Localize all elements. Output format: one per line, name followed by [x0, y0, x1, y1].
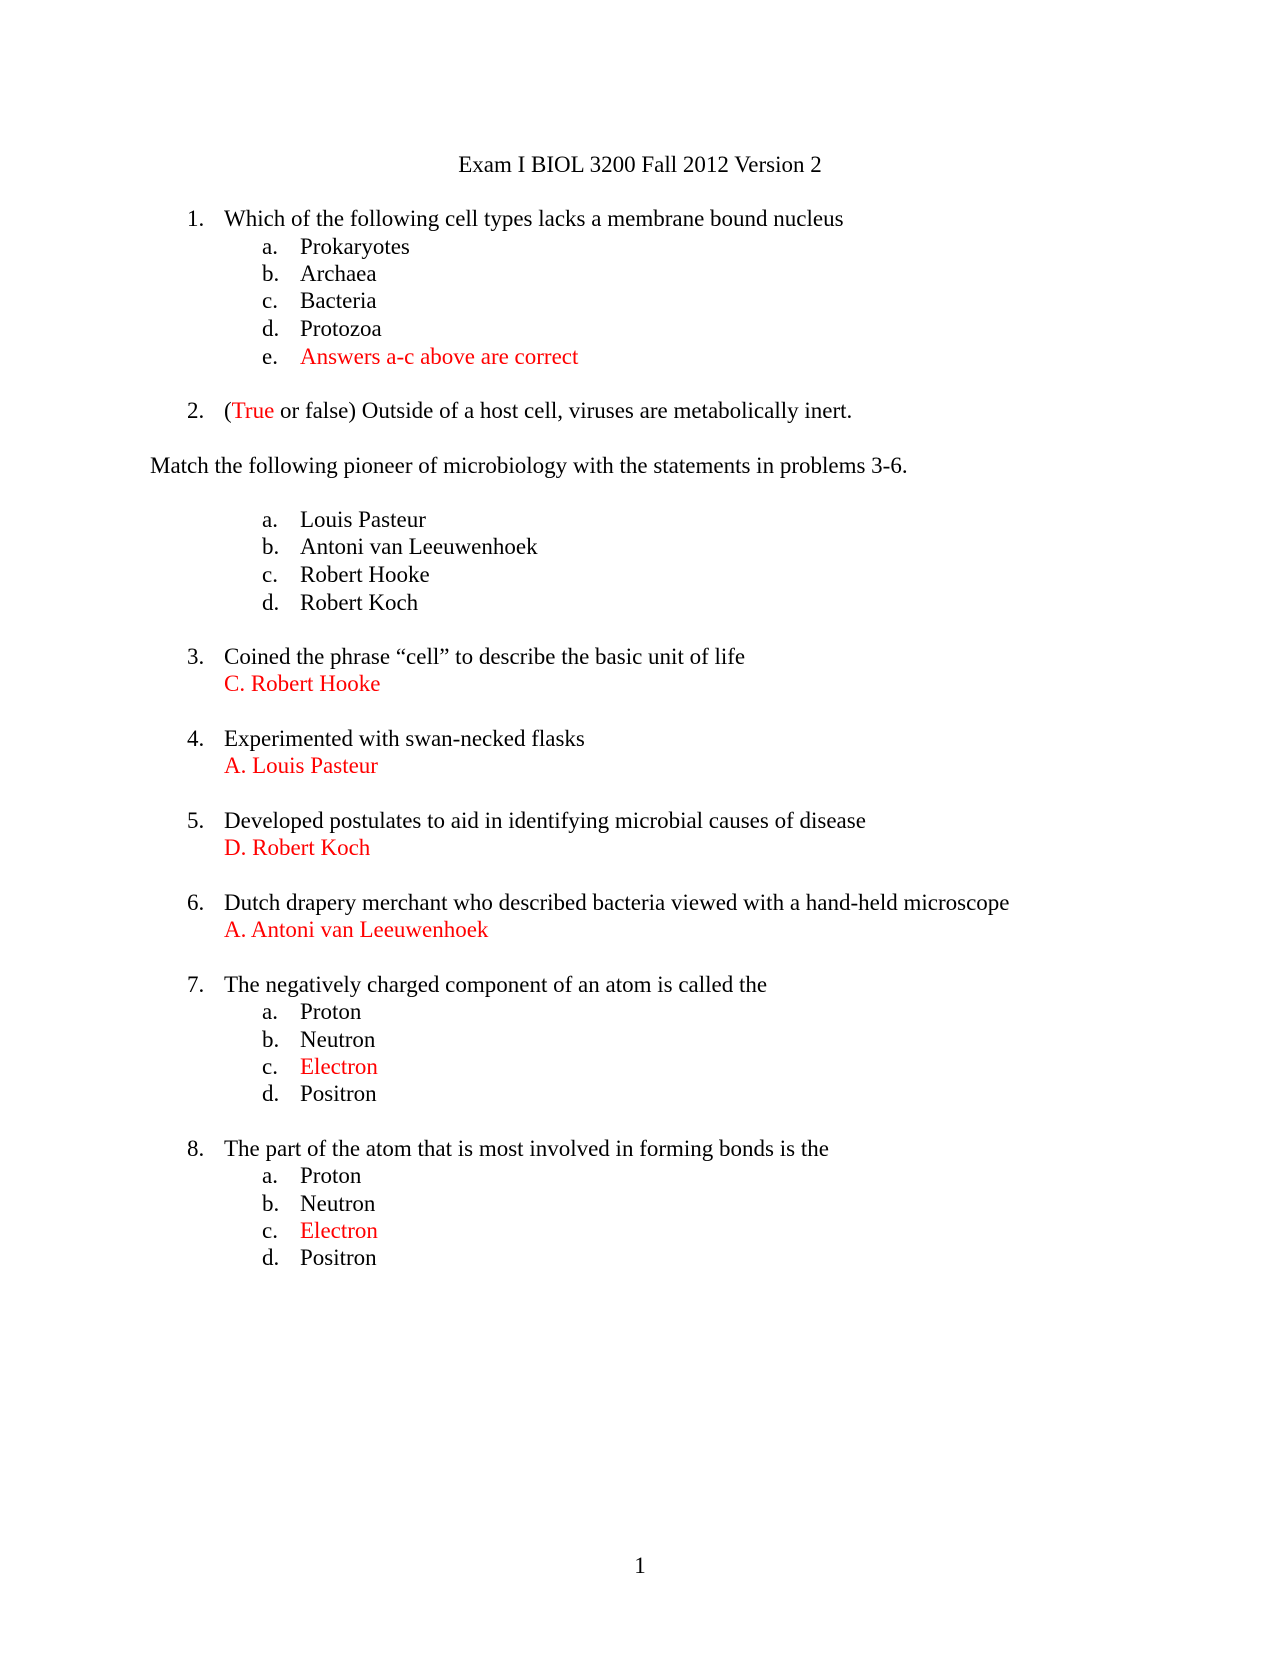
question-5-text: Developed postulates to aid in identifying microbial causes of disease: [224, 808, 866, 833]
q1-option-c: Bacteria: [300, 288, 377, 313]
question-1-text: Which of the following cell types lacks a membrane bound nucleus: [224, 206, 844, 231]
q7-option-d: Positron: [300, 1081, 377, 1106]
match-option-d-letter: d.: [262, 590, 280, 615]
question-2-number: 2.: [187, 398, 205, 423]
question-6-answer: A. Antoni van Leeuwenhoek: [224, 917, 489, 942]
q1-option-d: Protozoa: [300, 316, 382, 341]
q1-option-a-letter: a.: [262, 234, 278, 259]
q7-option-a: Proton: [300, 999, 362, 1024]
q7-option-a-letter: a.: [262, 999, 278, 1024]
q7-option-b: Neutron: [300, 1027, 376, 1052]
question-3-text: Coined the phrase “cell” to describe the basic unit of life: [224, 644, 746, 669]
match-option-a-letter: a.: [262, 507, 278, 532]
question-8-number: 8.: [187, 1136, 205, 1161]
question-6-number: 6.: [187, 890, 205, 915]
q7-option-c-answer: Electron: [300, 1054, 378, 1079]
q1-option-e-answer: Answers a-c above are correct: [300, 344, 579, 369]
q1-option-b-letter: b.: [262, 261, 280, 286]
q8-option-a: Proton: [300, 1163, 362, 1188]
q1-option-e-letter: e.: [262, 344, 278, 369]
q8-option-c-letter: c.: [262, 1218, 278, 1243]
page-number: 1: [634, 1553, 646, 1578]
question-7-number: 7.: [187, 972, 205, 997]
q8-option-a-letter: a.: [262, 1163, 278, 1188]
question-5-answer: D. Robert Koch: [224, 835, 371, 860]
question-1-number: 1.: [187, 206, 205, 231]
matching-instruction: Match the following pioneer of microbiology with the statements in problems 3-6.: [150, 453, 908, 478]
match-option-b-letter: b.: [262, 534, 280, 559]
question-8-text: The part of the atom that is most involved in forming bonds is the: [224, 1136, 829, 1161]
q8-option-d: Positron: [300, 1245, 377, 1270]
q7-option-c-letter: c.: [262, 1054, 278, 1079]
q1-option-b: Archaea: [300, 261, 377, 286]
question-4-number: 4.: [187, 726, 205, 751]
question-2-rest: or false) Outside of a host cell, viruses are metabolically inert.: [274, 398, 853, 423]
question-6-text: Dutch drapery merchant who described bacteria viewed with a hand-held microscope: [224, 890, 1010, 915]
question-2-open-paren: (: [224, 398, 232, 423]
question-4-answer: A. Louis Pasteur: [224, 753, 378, 778]
question-2-text: [224, 397, 852, 425]
q1-option-c-letter: c.: [262, 288, 278, 313]
q8-option-b: Neutron: [300, 1191, 376, 1216]
question-7-text: The negatively charged component of an atom is called the: [224, 972, 768, 997]
question-2-answer: True: [231, 398, 275, 423]
match-option-c: Robert Hooke: [300, 562, 430, 587]
question-5-number: 5.: [187, 808, 205, 833]
match-option-b: Antoni van Leeuwenhoek: [300, 534, 538, 559]
question-4-text: Experimented with swan-necked flasks: [224, 726, 585, 751]
q8-option-c-answer: Electron: [300, 1218, 378, 1243]
q7-option-b-letter: b.: [262, 1027, 280, 1052]
q1-option-d-letter: d.: [262, 316, 280, 341]
match-option-c-letter: c.: [262, 562, 278, 587]
question-3-number: 3.: [187, 644, 205, 669]
question-3-answer: C. Robert Hooke: [224, 671, 381, 696]
q7-option-d-letter: d.: [262, 1081, 280, 1106]
match-option-d: Robert Koch: [300, 590, 419, 615]
q8-option-d-letter: d.: [262, 1245, 280, 1270]
document-title: Exam I BIOL 3200 Fall 2012 Version 2: [458, 152, 822, 177]
q1-option-a: Prokaryotes: [300, 234, 410, 259]
match-option-a: Louis Pasteur: [300, 507, 426, 532]
q8-option-b-letter: b.: [262, 1191, 280, 1216]
